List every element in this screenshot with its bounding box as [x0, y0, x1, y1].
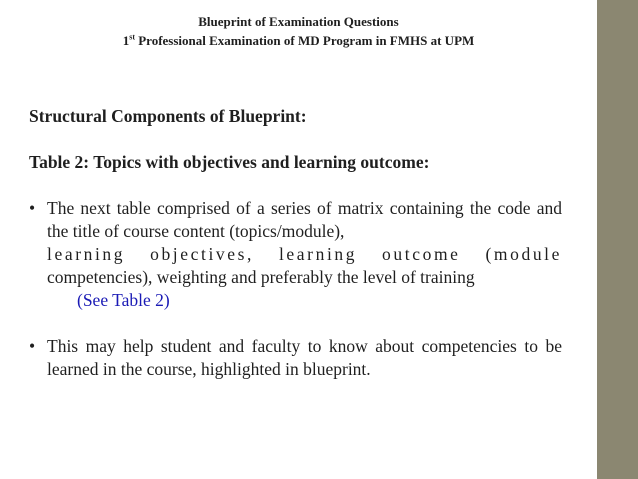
header-title: Blueprint of Examination Questions [198, 14, 399, 29]
bullet-icon: • [29, 336, 36, 356]
bullet-icon: • [29, 198, 36, 218]
header-subtitle [0, 31, 597, 50]
slide-header [0, 12, 597, 50]
section-heading: Structural Components of Blueprint: [29, 106, 307, 126]
bullet1-text-line3: competencies), weighting and preferably the level of training [47, 267, 475, 287]
bullet-item-table-description [29, 197, 562, 312]
header-subtitle-ordinal: 1 [122, 33, 130, 48]
decorative-sidebar [597, 0, 638, 479]
bullet-item-competencies [29, 335, 562, 381]
see-table-reference: (See Table 2) [77, 290, 170, 310]
bullet1-text-line2: learning objectives, learning outcome (module [47, 244, 562, 264]
header-subtitle-sup: st [129, 32, 135, 42]
bullet1-text-line1: The next table comprised of a series of matrix containing the code and the title of course content (topics/module), [47, 198, 562, 241]
header-subtitle-rest: Professional Examination of MD Program in FMHS at UPM [134, 33, 475, 48]
table-heading: Table 2: Topics with objectives and learning outcome: [29, 152, 430, 172]
bullet2-text: This may help student and faculty to know about competencies to be learned in the course, highlighted in blueprint. [47, 336, 562, 379]
slide-content [29, 105, 562, 381]
